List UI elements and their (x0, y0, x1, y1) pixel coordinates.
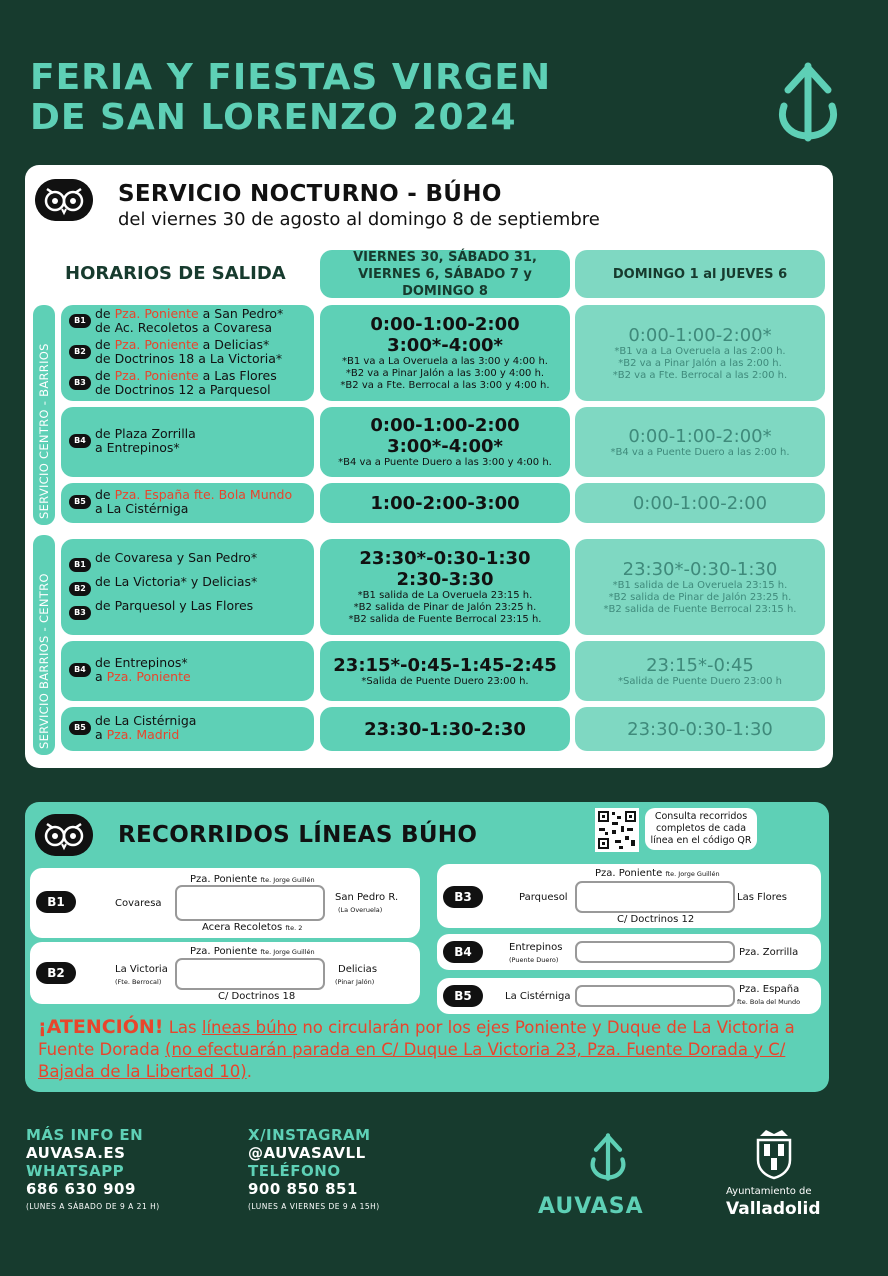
line-text (95, 307, 283, 335)
line-item (69, 307, 306, 335)
row-lines-6 (61, 707, 314, 751)
departure-times: 23:30-1:30-2:30 (364, 718, 526, 740)
line-item (69, 599, 306, 620)
route-loop (575, 881, 735, 913)
line-text (95, 599, 253, 613)
row-5-col2-times (575, 641, 825, 701)
departure-note: *B2 va a Pinar Jalón a las 2:00 h. (618, 357, 782, 369)
departure-times: 0:00-1:00-2:00* (628, 425, 772, 447)
line-item (69, 575, 306, 596)
departure-note: *B4 va a Puente Duero a las 3:00 y 4:00 h. (338, 457, 552, 468)
line-item (69, 488, 306, 516)
side-label-centro-barrios: SERVICIO CENTRO - BARRIOS (37, 343, 51, 519)
row-lines-1 (61, 305, 314, 401)
route-stop: La Victoria (115, 964, 168, 975)
line-badge: B5 (69, 495, 91, 509)
atencion-text: Las (163, 1018, 202, 1037)
row-lines-4 (61, 539, 314, 635)
line-item (69, 369, 306, 397)
atencion-text: . (246, 1062, 252, 1081)
route-loop (175, 958, 325, 990)
route-stop-note: fte. Bola del Mundo (737, 998, 801, 1006)
route-stop: C/ Doctrinos 18 (218, 991, 296, 1002)
line-origin: de Parquesol y Las Flores (95, 598, 254, 613)
qr-note: Consulta recorridos completos de cada línea en el código QR (645, 808, 757, 850)
route-stop: Pza. Poniente (190, 874, 258, 885)
row-4-col2-times (575, 539, 825, 635)
line-badge: B4 (69, 663, 91, 677)
route-stop-note: fte. Jorge Guillén (665, 870, 720, 878)
departure-note: *B2 salida de Fuente Berrocal 23:15 h. (603, 603, 797, 615)
departure-times: 23:30*-0:30-1:30 (359, 548, 531, 569)
title-line-1: FERIA Y FIESTAS VIRGEN (30, 57, 552, 98)
horarios-label: HORARIOS DE SALIDA (65, 263, 286, 284)
route-stop: San Pedro R. (335, 892, 399, 903)
line-item (69, 338, 306, 366)
line-origin: de La Cistérniga (95, 713, 197, 728)
valladolid-crest-icon (752, 1128, 796, 1180)
departure-note: *B2 va a Fte. Berrocal a las 3:00 y 4:00 h. (340, 380, 550, 391)
line-stop-highlight: Pza. Madrid (106, 727, 180, 742)
row-1-col1-times (320, 305, 570, 401)
departure-note: *B2 salida de Fuente Berrocal 23:15 h. (348, 614, 542, 625)
route-b3 (437, 864, 821, 928)
row-lines-5 (61, 641, 314, 701)
line-text (95, 551, 257, 565)
departure-times: 3:00*-4:00* (387, 335, 503, 356)
line-badge: B1 (69, 558, 91, 572)
line-text (95, 427, 196, 455)
route-loop (575, 985, 735, 1007)
valladolid-label: Valladolid (726, 1199, 821, 1219)
route-loop (575, 941, 735, 963)
line-origin: de La Victoria* y Delicias* (95, 574, 258, 589)
owl-icon (35, 179, 93, 221)
route-stop: C/ Doctrinos 12 (617, 914, 695, 925)
whatsapp-label: WHATSAPP (26, 1162, 125, 1180)
line-destination: a Las Flores (198, 367, 277, 383)
side-label-barrios-centro: SERVICIO BARRIOS - CENTRO (37, 573, 51, 749)
mas-info-label: MÁS INFO EN (26, 1126, 144, 1144)
side-bar-barrios-centro (33, 535, 55, 755)
route-stop: Acera Recoletos (202, 922, 283, 933)
route-stop: Pza. Poniente (190, 946, 258, 957)
departure-times: 23:30-0:30-1:30 (627, 718, 773, 740)
row-1-col2-times (575, 305, 825, 401)
departure-times: 2:30-3:30 (396, 569, 494, 590)
line-badge: B2 (69, 582, 91, 596)
departure-times: 23:15*-0:45-1:45-2:45 (333, 654, 557, 676)
line-origin: de (95, 487, 115, 502)
line-origin: de (95, 336, 115, 352)
auvasa-brand: AUVASA (538, 1194, 644, 1219)
departure-note: *B2 va a Pinar Jalón a las 3:00 y 4:00 h. (345, 368, 545, 379)
route-stop-note: fte. 2 (285, 924, 303, 932)
route-stop: Pza. Poniente (595, 868, 663, 879)
route-stop: Entrepinos (509, 942, 563, 953)
line-second: a Entrepinos* (95, 440, 180, 455)
nocturno-card (25, 165, 833, 768)
line-text (95, 369, 277, 397)
line-badge: B3 (69, 606, 91, 620)
line-second: de Doctrinos 12 a Parquesol (95, 381, 271, 397)
line-origin: de Entrepinos* (95, 655, 188, 670)
line-text (95, 656, 191, 684)
whatsapp-number[interactable]: 686 630 909 (26, 1180, 136, 1198)
route-stop: La Cistérniga (505, 991, 571, 1002)
line-stop-highlight: Pza. Poniente (114, 305, 199, 321)
ayuntamiento-label: Ayuntamiento de (726, 1186, 812, 1197)
line-item (69, 427, 306, 455)
route-badge: B2 (36, 962, 76, 984)
departure-note: *B2 salida de Pinar de Jalón 23:25 h. (353, 602, 537, 613)
footer-info-left (26, 1126, 160, 1216)
departure-note: *B1 salida de La Overuela 23:15 h. (357, 590, 533, 601)
row-3-col2-times (575, 483, 825, 523)
nocturno-title: SERVICIO NOCTURNO - BÚHO (118, 181, 502, 207)
footer-info-right (248, 1126, 380, 1216)
departure-times: 3:00*-4:00* (387, 436, 503, 457)
departure-note: *Salida de Puente Duero 23:00 h (617, 675, 782, 687)
atencion-underline: (no efectuarán parada en C/ Duque La Victoria 23, Pza. Fuente Dorada y C/ Bajada de la Libertad 10) (38, 1040, 786, 1081)
route-stop: Delicias (338, 964, 378, 975)
route-stop-note: fte. Jorge Guillén (260, 876, 315, 884)
row-lines-2 (61, 407, 314, 477)
departure-times: 0:00-1:00-2:00 (370, 314, 520, 335)
line-badge: B4 (69, 434, 91, 448)
departure-note: *B4 va a Puente Duero a las 2:00 h. (610, 446, 790, 458)
row-lines-3 (61, 483, 314, 523)
line-badge: B1 (69, 314, 91, 328)
line-second: de Doctrinos 18 a La Victoria* (95, 350, 283, 366)
telefono-number[interactable]: 900 850 851 (248, 1180, 358, 1198)
departure-times: 23:30*-0:30-1:30 (622, 558, 778, 580)
departure-times: 23:15*-0:45 (646, 654, 754, 676)
line-badge: B5 (69, 721, 91, 735)
atencion-text: no circularán por los ejes Poniente y Duque de La Victoria a Fuente Dorada (38, 1018, 795, 1059)
recorridos-card (25, 802, 829, 1092)
route-stop-note: (La Overuela) (338, 906, 383, 914)
line-stop-highlight: Pza. España fte. Bola Mundo (114, 487, 293, 502)
line-text (95, 488, 292, 516)
row-2-col2-times (575, 407, 825, 477)
departure-note: *B2 salida de Pinar de Jalón 23:25 h. (608, 591, 792, 603)
telefono-hours: (LUNES A VIERNES DE 9 A 15H) (248, 1202, 380, 1211)
route-stop-note: fte. Jorge Guillén (260, 948, 315, 956)
row-6-col1-times (320, 707, 570, 751)
departure-times: 1:00-2:00-3:00 (370, 492, 520, 514)
web-link[interactable]: AUVASA.ES (26, 1144, 126, 1162)
route-stop: Pza. Zorrilla (739, 947, 799, 958)
route-badge: B4 (443, 941, 483, 963)
line-destination: a San Pedro* (198, 305, 284, 321)
row-3-col1-times (320, 483, 570, 523)
departure-times: 0:00-1:00-2:00 (632, 492, 768, 514)
owl-icon (35, 814, 93, 856)
line-stop-highlight: Pza. Poniente (114, 336, 199, 352)
route-badge: B5 (443, 985, 483, 1007)
atencion-notice (38, 1016, 823, 1083)
col2-header: DOMINGO 1 al JUEVES 6 (575, 250, 825, 298)
route-b4 (437, 934, 821, 970)
line-stop-highlight: Pza. Poniente (106, 669, 191, 684)
line-item (69, 656, 306, 684)
whatsapp-hours: (LUNES A SÁBADO DE 9 A 21 H) (26, 1202, 160, 1211)
departure-note: *B1 va a La Overuela a las 2:00 h. (614, 345, 786, 357)
route-stop-note: (Puente Duero) (509, 956, 559, 964)
atencion-underline: líneas búho (201, 1018, 298, 1037)
row-4-col1-times (320, 539, 570, 635)
side-bar-centro-barrios (33, 305, 55, 525)
route-stop: Pza. España (739, 984, 800, 995)
route-stop: Parquesol (519, 892, 568, 903)
route-stop: Covaresa (115, 898, 162, 909)
social-label: X/INSTAGRAM (248, 1126, 371, 1144)
atencion-bold: ¡ATENCIÓN! (38, 1016, 164, 1038)
line-stop-highlight: Pza. Poniente (114, 367, 199, 383)
line-origin: de Covaresa y San Pedro* (95, 550, 258, 565)
line-text (95, 575, 257, 589)
line-origin: de (95, 305, 115, 321)
departure-times: 0:00-1:00-2:00* (628, 324, 772, 346)
route-badge: B1 (36, 891, 76, 913)
title-line-2: DE SAN LORENZO 2024 (30, 97, 517, 138)
route-stop-note: (Fte. Berrocal) (115, 978, 162, 986)
departure-times: 0:00-1:00-2:00 (370, 415, 520, 436)
departure-note: *B1 salida de La Overuela 23:15 h. (612, 579, 788, 591)
line-text (95, 714, 196, 742)
auvasa-logo-icon (584, 1130, 632, 1184)
line-second: a (95, 727, 107, 742)
line-origin: de Plaza Zorrilla (95, 426, 196, 441)
qr-code-icon[interactable] (595, 808, 639, 852)
departure-note: *B2 va a Fte. Berrocal a las 2:00 h. (612, 369, 788, 381)
route-stop: Las Flores (737, 892, 787, 903)
line-text (95, 338, 282, 366)
nocturno-subtitle: del viernes 30 de agosto al domingo 8 de septiembre (118, 209, 600, 230)
route-stop-note: (Pinar Jalón) (335, 978, 375, 986)
line-origin: de (95, 367, 115, 383)
line-badge: B2 (69, 345, 91, 359)
social-handle[interactable]: @AUVASAVLL (248, 1144, 366, 1162)
row-6-col2-times (575, 707, 825, 751)
departure-note: *B1 va a La Overuela a las 3:00 y 4:00 h. (342, 356, 548, 367)
row-5-col1-times (320, 641, 570, 701)
auvasa-logo-icon (768, 60, 848, 144)
line-item (69, 551, 306, 572)
route-loop (175, 885, 325, 921)
route-b2 (30, 942, 420, 1004)
recorridos-title: RECORRIDOS LÍNEAS BÚHO (118, 822, 478, 848)
line-item (69, 714, 306, 742)
line-second: a La Cistérniga (95, 501, 189, 516)
route-b1 (30, 868, 420, 938)
route-badge: B3 (443, 886, 483, 908)
route-b5 (437, 978, 821, 1014)
line-second: de Ac. Recoletos a Covaresa (95, 319, 273, 335)
row-2-col1-times (320, 407, 570, 477)
line-badge: B3 (69, 376, 91, 390)
line-destination: a Delicias* (198, 336, 270, 352)
telefono-label: TELÉFONO (248, 1162, 341, 1180)
col1-header: VIERNES 30, SÁBADO 31, VIERNES 6, SÁBADO 7 y DOMINGO 8 (320, 250, 570, 298)
line-second: a (95, 669, 107, 684)
departure-note: *Salida de Puente Duero 23:00 h. (361, 675, 529, 687)
poster-title (30, 58, 551, 138)
